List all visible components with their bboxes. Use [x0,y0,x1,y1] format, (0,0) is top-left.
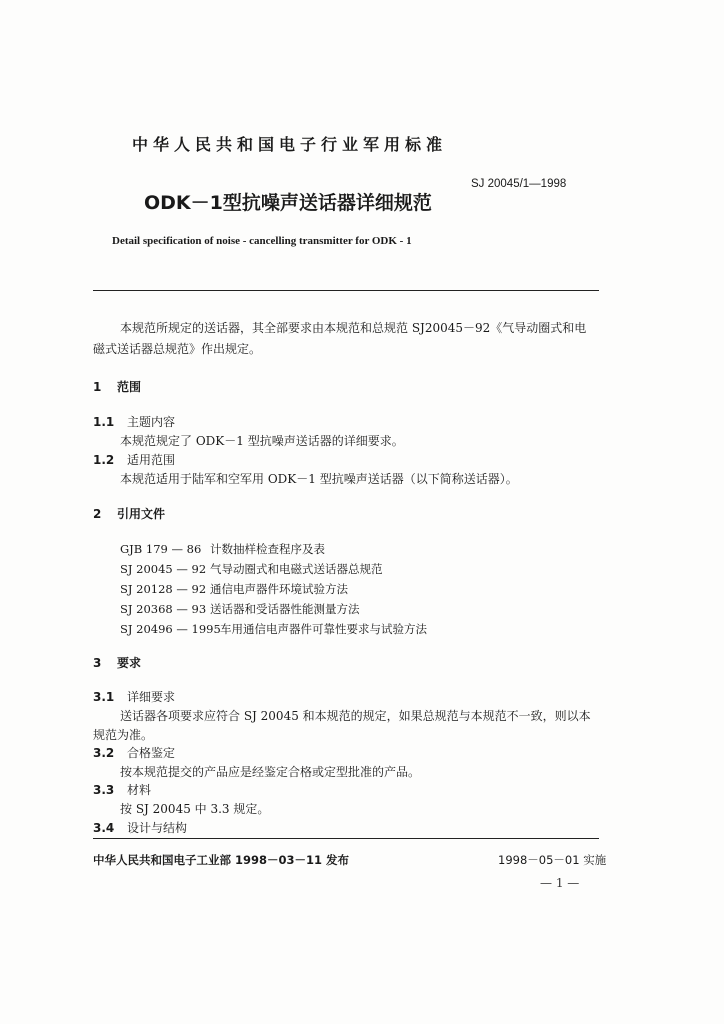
section-title: 主题内容 [127,415,176,429]
section-1-1-heading [93,413,175,430]
section-1-1-text: 本规范规定了 ODK－1 型抗噪声送话器的详细要求。 [120,434,404,448]
reference-code: SJ 20496 — 1995 [120,622,221,636]
section-3-1-text-line-1: 送话器各项要求应符合 SJ 20045 和本规范的规定，如果总规范与本规范不一致，则以本 [120,709,591,723]
section-number: 2 [93,507,102,521]
intro-paragraph [93,318,608,360]
section-3-2-heading [93,744,175,761]
reference-title: 送话器和受话器性能测量方法 [210,602,360,616]
section-title: 要求 [117,656,142,670]
reference-code: SJ 20045 — 92 [120,562,207,576]
section-number: 1.2 [93,453,115,467]
section-number: 1.1 [93,415,115,429]
reference-title: 车用通信电声器件可靠性要求与试验方法 [220,622,427,636]
section-number: 3.3 [93,783,115,797]
section-2-heading [93,505,165,522]
section-title: 材料 [127,783,152,797]
reference-code: SJ 20368 — 93 [120,602,207,616]
issue-info: 中华人民共和国电子工业部 1998－03－11 发布 [93,853,350,867]
reference-code: SJ 20128 — 92 [120,582,207,596]
reference-item [120,621,427,637]
reference-item [120,561,383,577]
reference-item [120,601,360,617]
section-3-4-heading [93,819,187,836]
section-number: 3.1 [93,690,115,704]
reference-title: 气导动圈式和电磁式送话器总规范 [210,562,383,576]
reference-item [120,581,348,597]
section-title: 引用文件 [117,507,166,521]
section-1-2-heading [93,451,175,468]
section-title: 适用范围 [127,453,176,467]
reference-item [120,541,325,557]
footer-divider [93,838,599,839]
effective-date: 1998－05－01 实施 [498,853,607,867]
intro-line-1: 本规范所规定的送话器，其全部要求由本规范和总规范 SJ20045－92《气导动圈式和电 [120,321,587,335]
standard-code: SJ 20045/1—1998 [471,178,567,190]
reference-code: GJB 179 — 86 [120,542,202,556]
section-3-heading [93,654,141,671]
section-number: 3.4 [93,821,115,835]
section-3-2-text: 按本规范提交的产品应是经鉴定合格或定型批准的产品。 [120,765,421,779]
document-title-en: Detail specification of noise - cancelling transmitter for ODK - 1 [112,235,412,247]
section-title: 详细要求 [127,690,176,704]
section-1-2-text: 本规范适用于陆军和空军用 ODK－1 型抗噪声送话器（以下简称送话器）。 [120,472,518,486]
section-3-3-text: 按 SJ 20045 中 3.3 规定。 [120,802,270,816]
section-number: 1 [93,380,102,394]
page-number: — 1 — [540,876,580,890]
reference-title: 计数抽样检查程序及表 [210,542,325,556]
header-divider [93,290,599,291]
section-title: 合格鉴定 [127,746,176,760]
reference-title: 通信电声器件环境试验方法 [210,582,348,596]
section-title: 设计与结构 [127,821,188,835]
section-3-1-heading [93,688,175,705]
section-1-heading [93,378,141,395]
document-title-zh: ODK－1型抗噪声送话器详细规范 [144,192,432,214]
intro-line-2: 磁式送话器总规范》作出规定。 [93,342,262,356]
section-number: 3.2 [93,746,115,760]
section-number: 3 [93,656,102,670]
section-title: 范围 [117,380,142,394]
standard-name: 中华人民共和国电子行业军用标准 [132,135,448,154]
section-3-1-text-line-2: 规范为准。 [93,728,154,742]
section-3-3-heading [93,781,151,798]
